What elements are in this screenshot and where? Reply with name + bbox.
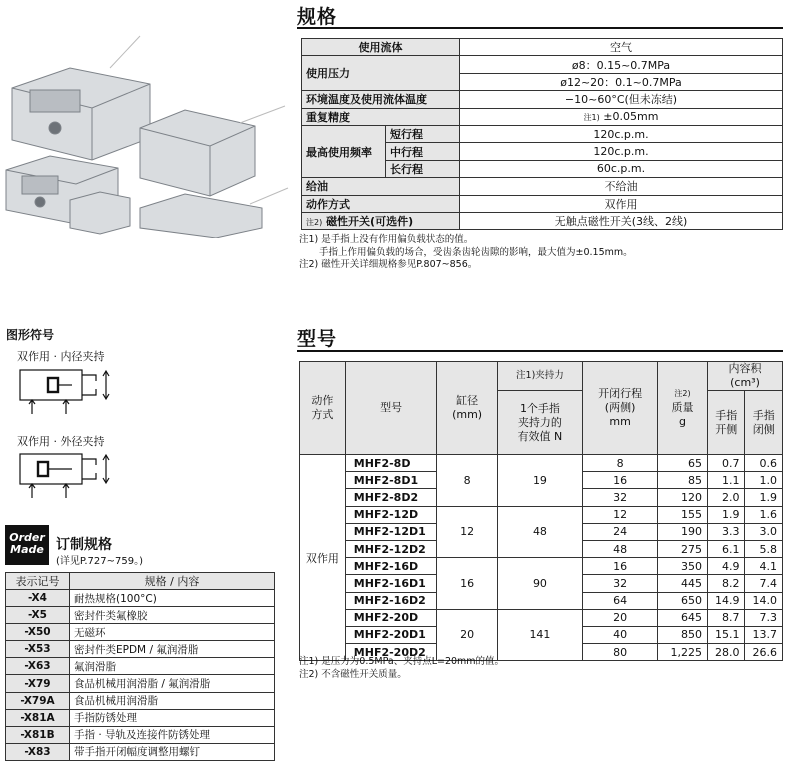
mass-value: 275	[658, 540, 708, 557]
model-section-title: 型号	[297, 328, 338, 350]
model-name: MHF2-16D1	[345, 575, 437, 592]
spec-row-pressure	[302, 56, 783, 73]
action-label: 动作方式	[302, 195, 460, 212]
open-volume: 3.3	[708, 523, 745, 540]
bore-value: 20	[437, 609, 497, 661]
close-volume: 1.6	[745, 506, 783, 523]
order-row	[6, 709, 275, 726]
switch-note-ref: 注2)	[306, 218, 323, 228]
spec-notes	[299, 234, 633, 272]
spec-note-1b: 手指上作用偏负载的场合，受齿条齿轮齿隙的影响，最大值为±0.15mm。	[319, 246, 633, 258]
temp-value: −10~60°C(但未冻结)	[460, 91, 783, 108]
close-volume: 3.0	[745, 523, 783, 540]
repeat-value-cell	[460, 108, 783, 125]
order-spec: 手指 · 导轨及连接件防锈处理	[70, 726, 275, 743]
mass-value: 190	[658, 523, 708, 540]
order-header-row	[6, 573, 275, 590]
spec-row-lube	[302, 178, 783, 195]
model-note-2: 注2) 不含磁性开关质量。	[299, 668, 407, 680]
model-table	[299, 361, 783, 661]
order-table	[5, 572, 275, 761]
symbol-outer-grip-diagram	[18, 450, 128, 502]
order-code: -X63	[6, 658, 70, 675]
close-volume: 4.1	[745, 558, 783, 575]
model-row	[300, 506, 783, 523]
model-name: MHF2-8D2	[345, 489, 437, 506]
repeat-label: 重复精度	[302, 108, 460, 125]
model-name: MHF2-20D	[345, 609, 437, 626]
lube-value: 不给油	[460, 178, 783, 195]
order-code: -X4	[6, 590, 70, 607]
col-volume: 内容积 (cm³)	[708, 362, 783, 391]
switch-label: 磁性开关(可选件)	[326, 215, 414, 229]
model-row	[300, 609, 783, 626]
open-volume: 4.9	[708, 558, 745, 575]
order-code: -X53	[6, 641, 70, 658]
open-volume: 8.2	[708, 575, 745, 592]
stroke-value: 32	[583, 575, 658, 592]
model-name: MHF2-12D1	[345, 523, 437, 540]
close-volume: 7.3	[745, 609, 783, 626]
order-row	[6, 607, 275, 624]
freq-long-value: 60c.p.m.	[460, 160, 783, 177]
bore-value: 16	[437, 558, 497, 610]
order-row	[6, 743, 275, 760]
mass-value: 155	[658, 506, 708, 523]
order-col-spec: 规格 / 内容	[70, 573, 275, 590]
spec-row-switch	[302, 212, 783, 229]
mass-value: 850	[658, 626, 708, 643]
product-photo	[0, 28, 290, 238]
action-type: 双作用	[300, 455, 346, 661]
stroke-value: 40	[583, 626, 658, 643]
order-made-badge	[5, 525, 49, 565]
order-row	[6, 692, 275, 709]
freq-long-label: 长行程	[386, 160, 460, 177]
stroke-value: 24	[583, 523, 658, 540]
switch-label-cell	[302, 212, 460, 229]
spec-note-1: 注1) 是手指上没有作用偏负载状态的值。	[299, 234, 474, 245]
model-row	[300, 558, 783, 575]
stroke-value: 32	[583, 489, 658, 506]
model-note-1: 注1) 是压力为0.5MPa、夹持点L=20mm的值。	[299, 656, 505, 667]
open-volume: 28.0	[708, 644, 745, 661]
model-header-row-1	[300, 362, 783, 391]
close-volume: 1.0	[745, 472, 783, 489]
order-row	[6, 726, 275, 743]
stroke-value: 20	[583, 609, 658, 626]
order-code: -X50	[6, 624, 70, 641]
stroke-value: 8	[583, 455, 658, 472]
order-code: -X5	[6, 607, 70, 624]
open-volume: 0.7	[708, 455, 745, 472]
stroke-value: 16	[583, 558, 658, 575]
close-volume: 14.0	[745, 592, 783, 609]
close-volume: 26.6	[745, 644, 783, 661]
spec-row-action	[302, 195, 783, 212]
order-spec: 耐热规格(100°C)	[70, 590, 275, 607]
lube-label: 给油	[302, 178, 460, 195]
mass-value: 350	[658, 558, 708, 575]
col-grip: 1个手指 夹持力的 有效值 N	[497, 391, 582, 455]
open-volume: 1.9	[708, 506, 745, 523]
order-spec: 带手指开闭幅度调整用螺钉	[70, 743, 275, 760]
spec-table	[301, 38, 783, 230]
bore-value: 12	[437, 506, 497, 558]
mass-value: 1,225	[658, 644, 708, 661]
freq-label: 最高使用频率	[302, 125, 386, 177]
close-volume: 5.8	[745, 540, 783, 557]
order-col-code: 表示记号	[6, 573, 70, 590]
symbol-section-title: 图形符号	[6, 328, 55, 342]
order-badge-line2: Made	[10, 543, 44, 556]
stroke-value: 48	[583, 540, 658, 557]
spec-title-rule	[297, 27, 783, 29]
model-name: MHF2-8D	[345, 455, 437, 472]
repeat-note-ref: 注1)	[583, 113, 600, 123]
order-code: -X79	[6, 675, 70, 692]
model-row	[300, 455, 783, 472]
action-value: 双作用	[460, 195, 783, 212]
model-name: MHF2-20D2	[345, 644, 437, 661]
order-row	[6, 624, 275, 641]
order-spec: 食品机械用润滑脂 / 氟润滑脂	[70, 675, 275, 692]
col-mass-cell	[658, 362, 708, 455]
close-volume: 13.7	[745, 626, 783, 643]
open-volume: 1.1	[708, 472, 745, 489]
order-row	[6, 641, 275, 658]
fluid-label: 使用流体	[302, 39, 460, 56]
order-badge-line1: Order	[9, 531, 45, 544]
stroke-value: 16	[583, 472, 658, 489]
order-row	[6, 675, 275, 692]
open-volume: 2.0	[708, 489, 745, 506]
col-grip-note: 注1)夹持力	[497, 362, 582, 391]
mass-value: 85	[658, 472, 708, 489]
order-section-subtitle: (详见P.727~759。)	[56, 556, 144, 567]
symbol-outer-caption: 双作用 · 外径夹持	[17, 435, 105, 448]
mass-value: 65	[658, 455, 708, 472]
stroke-value: 12	[583, 506, 658, 523]
col-bore: 缸径 (mm)	[437, 362, 497, 455]
spec-row-freq-short	[302, 125, 783, 142]
open-volume: 8.7	[708, 609, 745, 626]
stroke-value: 64	[583, 592, 658, 609]
pressure-value-1: ø8：0.15~0.7MPa	[460, 56, 783, 73]
model-name: MHF2-12D	[345, 506, 437, 523]
pressure-label: 使用压力	[302, 56, 460, 91]
col-model: 型号	[345, 362, 437, 455]
order-spec: 食品机械用润滑脂	[70, 692, 275, 709]
model-title-rule	[297, 350, 783, 352]
temp-label: 环境温度及使用流体温度	[302, 91, 460, 108]
spec-row-repeat	[302, 108, 783, 125]
col-stroke: 开闭行程 (两侧) mm	[583, 362, 658, 455]
col-close: 手指 闭侧	[745, 391, 783, 455]
bore-value: 8	[437, 455, 497, 507]
model-name: MHF2-8D1	[345, 472, 437, 489]
model-name: MHF2-20D1	[345, 626, 437, 643]
model-name: MHF2-16D2	[345, 592, 437, 609]
order-section-title: 订制规格	[56, 537, 112, 553]
close-volume: 7.4	[745, 575, 783, 592]
symbol-inner-caption: 双作用 · 内径夹持	[17, 350, 105, 363]
symbol-inner-grip-diagram	[18, 366, 128, 418]
freq-short-label: 短行程	[386, 125, 460, 142]
col-mass: 质量 g	[671, 401, 694, 428]
fluid-value: 空气	[460, 39, 783, 56]
order-spec: 无磁环	[70, 624, 275, 641]
col-open: 手指 开侧	[708, 391, 745, 455]
mass-value: 445	[658, 575, 708, 592]
order-spec: 密封件类氟橡胶	[70, 607, 275, 624]
order-spec: 密封件类EPDM / 氟润滑脂	[70, 641, 275, 658]
mass-value: 120	[658, 489, 708, 506]
order-code: -X81A	[6, 709, 70, 726]
spec-row-fluid	[302, 39, 783, 56]
order-row	[6, 658, 275, 675]
close-volume: 1.9	[745, 489, 783, 506]
close-volume: 0.6	[745, 455, 783, 472]
spec-row-temp	[302, 91, 783, 108]
order-row	[6, 590, 275, 607]
col-action: 动作 方式	[300, 362, 346, 455]
model-name: MHF2-16D	[345, 558, 437, 575]
grip-value: 48	[497, 506, 582, 558]
freq-short-value: 120c.p.m.	[460, 125, 783, 142]
order-spec: 氟润滑脂	[70, 658, 275, 675]
freq-mid-value: 120c.p.m.	[460, 143, 783, 160]
order-code: -X81B	[6, 726, 70, 743]
mass-value: 645	[658, 609, 708, 626]
mass-note-ref: 注2)	[674, 389, 691, 398]
repeat-value: ±0.05mm	[603, 110, 659, 124]
open-volume: 6.1	[708, 540, 745, 557]
model-notes	[299, 656, 504, 681]
open-volume: 15.1	[708, 626, 745, 643]
open-volume: 14.9	[708, 592, 745, 609]
mass-value: 650	[658, 592, 708, 609]
grip-value: 19	[497, 455, 582, 507]
order-spec: 手指防锈处理	[70, 709, 275, 726]
freq-mid-label: 中行程	[386, 143, 460, 160]
stroke-value: 80	[583, 644, 658, 661]
grip-value: 141	[497, 609, 582, 661]
grip-value: 90	[497, 558, 582, 610]
pressure-value-2: ø12~20：0.1~0.7MPa	[460, 73, 783, 90]
model-name: MHF2-12D2	[345, 540, 437, 557]
spec-note-2: 注2) 磁性开关详细规格参见P.807~856。	[299, 259, 478, 270]
spec-section-title: 规格	[297, 6, 338, 28]
order-code: -X83	[6, 743, 70, 760]
switch-value: 无触点磁性开关(3线、2线)	[460, 212, 783, 229]
order-code: -X79A	[6, 692, 70, 709]
